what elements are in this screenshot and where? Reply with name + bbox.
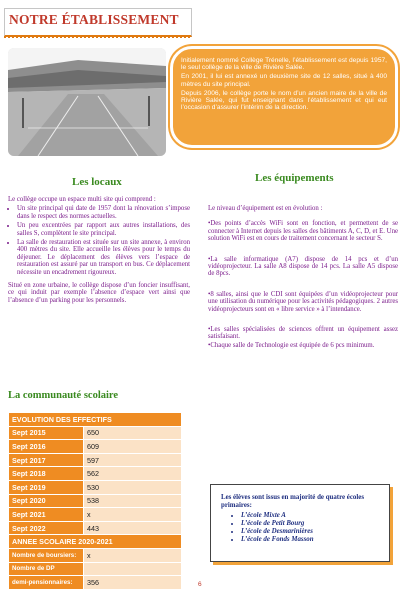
list-item: •8 salles, ainsi que le CDI sont équipées d’un vidéoprojecteur pour une utilisation du numérique pour les activités pédagogiques. 2 autres vidéoprojecteurs sont en « libre service » à l’intendance. <box>208 290 398 313</box>
table-row <box>9 508 182 522</box>
table-row <box>9 413 182 427</box>
page-title: NOTRE ÉTABLISSEMENT <box>9 12 179 27</box>
dp-value: 356 <box>84 576 182 590</box>
value-cell: 562 <box>84 467 182 481</box>
value-cell: x <box>84 508 182 522</box>
table-header: ANNEE SCOLAIRE 2020-2021 <box>9 535 182 549</box>
year-cell: Sept 2020 <box>9 494 84 508</box>
year-cell: Sept 2015 <box>9 426 84 440</box>
table-row <box>9 453 182 467</box>
table-row <box>9 535 182 549</box>
value-cell: 650 <box>84 426 182 440</box>
table-row <box>9 521 182 535</box>
year-cell: Sept 2016 <box>9 440 84 454</box>
intro-paragraph: Initialement nommé Collège Trénelle, l’établissement est depuis 1957, le seul collège de la ville de Rivière Salée. <box>181 57 387 72</box>
year-cell: Sept 2019 <box>9 480 84 494</box>
list-item: • L’école Mixte A <box>241 512 383 520</box>
locaux-outro: Situé en zone urbaine, le collège dispose d’un foncier insuffisant, ce qui induit par exemple l’absence d’espace vert ainsi que l’absence d’un parking pour les personnels. <box>8 282 190 304</box>
table-row <box>9 440 182 454</box>
table-row <box>9 480 182 494</box>
intro-paragraph: Depuis 2006, le collège porte le nom d’un ancien maire de la ville de Rivière Salée, qui fut enseignant dans l’établissement et qui eut l’occasion d’assurer l’intérim de la direction. <box>181 89 387 112</box>
locaux-list <box>8 205 190 276</box>
list-item: • L’école de Desmarinières <box>241 528 383 536</box>
page-number: 6 <box>198 581 202 588</box>
boursiers-label: Nombre de boursiers: <box>9 548 84 562</box>
ecoles-box <box>210 484 390 562</box>
year-cell: Sept 2017 <box>9 453 84 467</box>
boursiers-value: x <box>84 548 182 562</box>
equipements-section <box>208 205 398 349</box>
list-item: • L’école de Fonds Masson <box>241 536 383 544</box>
dp-label: Nombre de DP <box>9 562 84 576</box>
list-item: • Un peu excentrées par rapport aux autres installations, des salles S, complètent le site principal. <box>17 222 190 237</box>
table-row <box>9 426 182 440</box>
table-row <box>9 562 182 576</box>
value-cell: 597 <box>84 453 182 467</box>
locaux-section <box>8 196 190 306</box>
value-cell: 443 <box>84 521 182 535</box>
list-item: • L’école de Petit Bourg <box>241 520 383 528</box>
effectifs-table <box>8 412 182 590</box>
intro-paragraph: En 2001, il lui est annexé un deuxième site de 12 salles, situé à 400 mètres du site principal. <box>181 73 387 88</box>
dp-label: demi-pensionnaires: <box>9 576 84 590</box>
list-item: • Un site principal qui date de 1957 dont la rénovation s’impose dans le respect des normes actuelles. <box>17 205 190 220</box>
equipements-heading: Les équipements <box>255 172 334 184</box>
table-row <box>9 494 182 508</box>
year-cell: Sept 2022 <box>9 521 84 535</box>
list-item: •La salle informatique (A7) dispose de 14 pcs et d’un vidéoprojecteur. La salle A8 dispose de 14 pcs. La salle A5 dispose de 8pcs. <box>208 255 398 278</box>
list-item: • La salle de restauration est située sur un site annexe, à environ 400 mètres du site. Elle accueille les élèves pour le temps du déjeuner. Le déplacement des élèves vers l’espace de restauration est assuré par un transport en bus. Ce déplacement nécessite un encadrement rigoureux. <box>17 239 190 276</box>
locaux-lead: Le collège occupe un espace multi site qui comprend : <box>8 196 156 203</box>
value-cell: 530 <box>84 480 182 494</box>
list-item: •Les salles spécialisées de sciences offrent un équipement assez satisfaisant. <box>208 326 398 341</box>
year-cell: Sept 2021 <box>9 508 84 522</box>
table-row <box>9 467 182 481</box>
equipements-lead: Le niveau d’équipement est en évolution : <box>208 205 323 212</box>
communaute-heading: La communauté scolaire <box>8 390 119 401</box>
header-divider <box>4 36 190 38</box>
dp-spacer <box>84 562 182 576</box>
table-header: EVOLUTION DES EFFECTIFS <box>9 413 182 427</box>
list-item: •Chaque salle de Technologie est équipée de 6 pcs minimum. <box>208 341 375 349</box>
intro-box <box>170 46 398 148</box>
table-row <box>9 548 182 562</box>
locaux-heading: Les locaux <box>72 176 122 188</box>
school-photo <box>8 48 166 156</box>
ecoles-lead: Les élèves sont issus en majorité de quatre écoles primaires: <box>221 494 365 509</box>
list-item: •Des points d’accès WiFi sont en fonction, et permettent de se connecter à Internet depuis les salles des bâtiments A, C, D, et E. Une solution WiFi est en cours de traitement concernant le secteur S. <box>208 220 398 243</box>
ecoles-list <box>221 512 383 544</box>
table-row <box>9 576 182 590</box>
value-cell: 609 <box>84 440 182 454</box>
school-courtyard-illustration <box>8 48 166 156</box>
year-cell: Sept 2018 <box>9 467 84 481</box>
value-cell: 538 <box>84 494 182 508</box>
